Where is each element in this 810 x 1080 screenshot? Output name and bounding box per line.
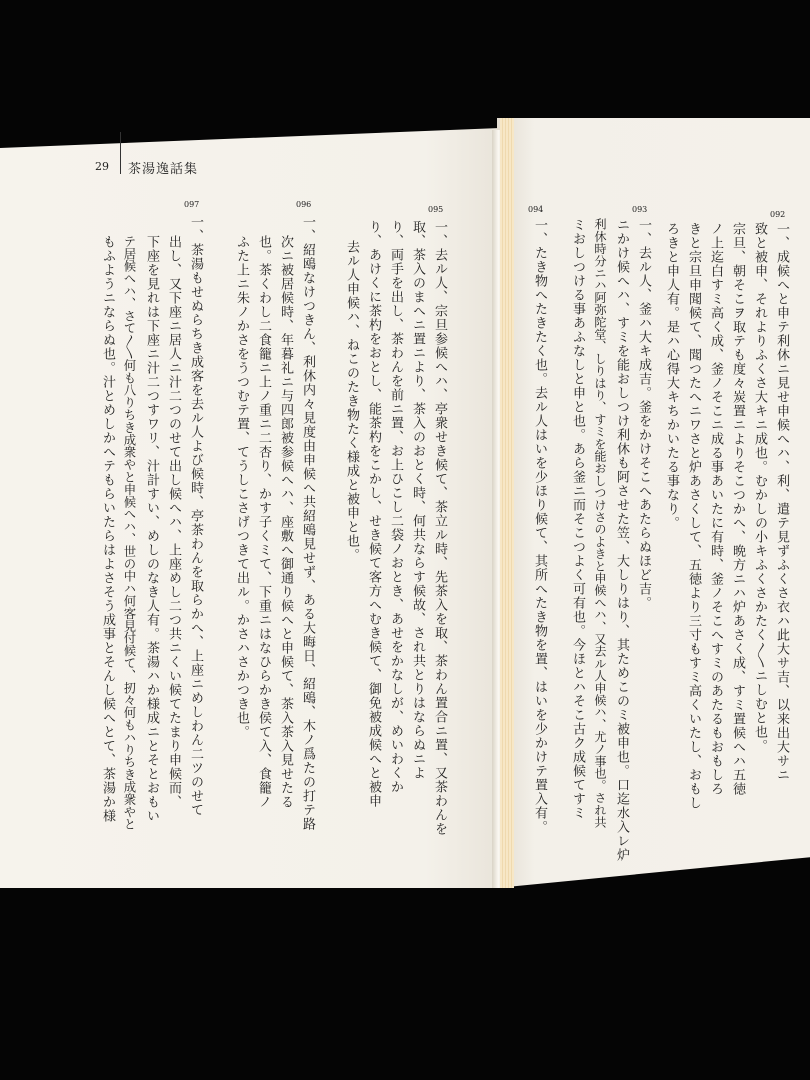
- text-line: ノ上迄白すミ高く成、釜ノそこニ成る事あいたに有時、釜ノそこへすミのあたるもおもしろ: [708, 222, 723, 796]
- text-line: 宗旦、朝そこヲ取テも度々炭置ニよりそこつかへ、晩方ニハ炉あさく成、すミ置候へハ五徳: [730, 222, 745, 796]
- text-line: 次ニ被居候時、年暮礼ニ与四郎被参候へハ、座敷へ御通り候へと申候て、茶入茶入見せたる: [278, 235, 293, 809]
- text-line: 去ル人申候ハ、ねこのたき物たく様成と被申と也。: [344, 240, 359, 562]
- text-line: 也。茶くわし二食籠ニ上ノ重ニ二杏り、かす子くミて、下重ニはなひらかき侯て入、食籠ノ: [256, 235, 271, 809]
- text-line: もふようニならぬ也。汁とめしかへテもらいたらはよさそう成事とそんし候へとて、茶湯か様: [100, 235, 115, 823]
- entry-number: 096: [296, 200, 312, 209]
- text-line: 一、去ル人、宗旦参候へハ、亭衆せき候て、茶立ル時、先茶入を取、茶わん置合ニ置、又茶わんを: [432, 220, 447, 836]
- text-line: ろきと申人有。是ハ心得大キちかいたる事なり。: [664, 222, 679, 530]
- text-line: ふた上ニ朱ノかさをうつむテ置、てうしこさげつきて出ル。かさハさかつき也。: [234, 235, 249, 739]
- text-line: 一、紹鴎なけつきん、利休内々見度由申候へ共紹鴎見せず、ある大晦日、紹鴎、木ノ爲たの打テ路: [300, 215, 315, 831]
- running-head: 茶湯逸話集: [128, 162, 199, 177]
- entry-number: 095: [428, 205, 444, 214]
- text-line: 取、茶入のまへニ置ニより、茶入のおとく時、何共ならす候故、され共とりはならぬニよ: [410, 220, 425, 780]
- entry-number: 093: [632, 205, 648, 214]
- text-line: り、あけくに茶杓をおとし、能茶杓をこかし、せき候て客方へむき候て、御免被成候へと被申: [366, 220, 381, 808]
- page-number: 29: [95, 160, 109, 173]
- text-line: ニかけ候へハ、すミを能おしつけ利休も阿させた笠、大しりはり、其ためこのミ被申也。口迄水入レ炉: [614, 218, 629, 862]
- text-line: きと宗旦申聞候て、聞つたへニワさと炉あさくして、五徳より三寸もすミ高くいたし、おもし: [686, 222, 701, 810]
- text-line: 出し、又下座ニ居人ニ汁二つのせて出し候へハ、上座めし二つ共ニくい候てたまり申候而、: [166, 235, 181, 809]
- text-line: 利休時分ニハ阿弥陀堂、しりはり、すミを能おしつけさのよきと申候へハ、又去ル人申候ハ、尤ノ事也。され共: [593, 218, 607, 828]
- entry-number: 092: [770, 210, 786, 219]
- text-line: り、両手を出し、茶わんを前ニ置、お上ひこし二袋ノおとき、あせをかなしが、めいわくか: [388, 220, 403, 794]
- entry-number: 097: [184, 200, 200, 209]
- text-line: 致と被申、それよりふくさ大キニ成也。むかしの小キふくさかたく〳〵ニしむと也。: [752, 222, 767, 753]
- text-line: 一、たき物へたきたく也。去ル人はいを少ほり候て、其所へたき物を置、はいを少かけテ置入有。: [532, 218, 547, 834]
- text-line: テ居候へハ、さて〳〵何も八りちき成衆やと申候へハ、世の中ハ何客見付候て、扨々何もハりちき成衆やと: [122, 235, 137, 831]
- text-line: 一、去ル人、釜ハ大キ成吉。釜をかけそこへあたらぬほど吉。: [636, 218, 651, 610]
- text-line: 一、茶湯もせぬらちき成客を去ル人よび候時、亭茶わんを取らかへ、上座ニめしわん二ツのせて: [188, 215, 203, 817]
- text-line: 一、成候へと申テ利休ニ見せ申候へハ、利、遣テ見ずふくさ衣ハ此大サ吉、以来出大サニ: [774, 222, 789, 782]
- page-edges: [500, 118, 514, 888]
- entry-number: 094: [528, 205, 544, 214]
- text-line: 下座を見れは下座ニ汁二つすワリ、汁計すい、めしのなき人有。茶湯ハか様成ニとそとおもい: [144, 235, 159, 823]
- text-line: ミおしつける事あふなしと申と也。あら釜ニ而そこつよく可有也。今ほとハそこ古ク成候てすミ: [570, 218, 585, 820]
- header-divider: [120, 132, 121, 174]
